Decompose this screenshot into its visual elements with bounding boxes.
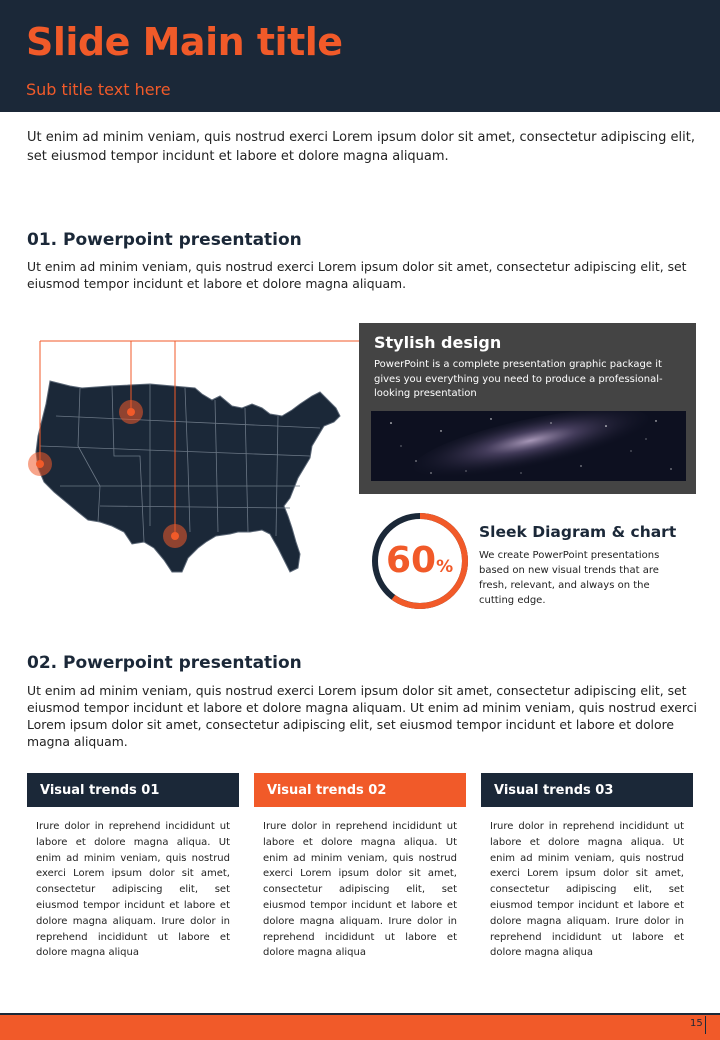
- percent-number: 60: [386, 540, 437, 581]
- location-marker-icon: [28, 452, 52, 476]
- page-number-divider: [705, 1016, 706, 1034]
- sleek-diagram-title: Sleek Diagram & chart: [479, 523, 677, 541]
- column-3-text: Irure dolor in reprehend incididunt ut labore et dolore magna aliqua. Ut enim ad minim veniam, quis nostrud exerci Lorem ipsum dolor sit amet, consectetur adipiscing elit, set eiusmod tempor incidunt et labore et dolore magna aliquam. Irure dolor in reprehend incididunt ut labore et dolore magna aliqua: [490, 821, 684, 959]
- section-1-title: 01. Powerpoint presentation: [27, 230, 302, 250]
- galaxy-image: [371, 411, 686, 481]
- column-2-title: Visual trends 02: [267, 782, 387, 798]
- column-2-text: Irure dolor in reprehend incididunt ut labore et dolore magna aliqua. Ut enim ad minim veniam, quis nostrud exerci Lorem ipsum dolor sit amet, consectetur adipiscing elit, set eiusmod tempor incidunt et labore et dolore magna aliquam. Irure dolor in reprehend incididunt ut labore et dolore magna aliqua: [263, 821, 457, 959]
- column-1-text: Irure dolor in reprehend incididunt ut labore et dolore magna aliqua. Ut enim ad minim veniam, quis nostrud exerci Lorem ipsum dolor sit amet, consectetur adipiscing elit, set eiusmod tempor incidunt et labore et dolore magna aliquam. Irure dolor in reprehend incididunt ut labore et dolore magna aliqua: [36, 821, 230, 959]
- stylish-design-text: PowerPoint is a complete presentation graphic package it gives you everything you need to produce a professional-looking presentation: [374, 359, 663, 399]
- sleek-diagram-text: We create PowerPoint presentations based on new visual trends that are fresh, relevant, and always on the cutting edge.: [479, 550, 660, 606]
- column-3-title: Visual trends 03: [494, 782, 614, 798]
- slide-header: [0, 0, 720, 112]
- footer-bar: [0, 1013, 720, 1040]
- column-1-title: Visual trends 01: [40, 782, 160, 798]
- slide-main-title: Slide Main title: [26, 20, 343, 64]
- stylish-design-card: [359, 323, 696, 494]
- section-2-text: Ut enim ad minim veniam, quis nostrud exerci Lorem ipsum dolor sit amet, consectetur adipiscing elit, set eiusmod tempor incidunt et labore et dolore magna aliquam. Ut enim ad minim veniam, quis nostrud exerci Lorem ipsum dolor sit amet, consectetur adipiscing elit, set eiusmod tempor incidunt et labore et dolore magna aliquam.: [27, 683, 697, 749]
- usa-map-figure: [20, 336, 360, 586]
- page-number: 15: [690, 1018, 703, 1029]
- column-1-header: [27, 773, 239, 807]
- column-2-header: [254, 773, 466, 807]
- location-marker-icon: [163, 524, 187, 548]
- slide-sub-title: Sub title text here: [26, 80, 171, 99]
- percent-sign: %: [436, 557, 454, 577]
- column-3-header: [481, 773, 693, 807]
- intro-paragraph: Ut enim ad minim veniam, quis nostrud exerci Lorem ipsum dolor sit amet, consectetur adipiscing elit, set eiusmod tempor incidunt et labore et dolore magna aliquam.: [27, 130, 695, 164]
- section-1-text: Ut enim ad minim veniam, quis nostrud exerci Lorem ipsum dolor sit amet, consectetur adipiscing elit, set eiusmod tempor incidunt et labore et dolore magna aliquam.: [27, 259, 687, 291]
- location-marker-icon: [119, 400, 143, 424]
- percent-value: [386, 540, 453, 581]
- section-2-title: 02. Powerpoint presentation: [27, 653, 302, 673]
- usa-map-icon: [20, 336, 360, 586]
- stylish-design-title: Stylish design: [374, 333, 502, 352]
